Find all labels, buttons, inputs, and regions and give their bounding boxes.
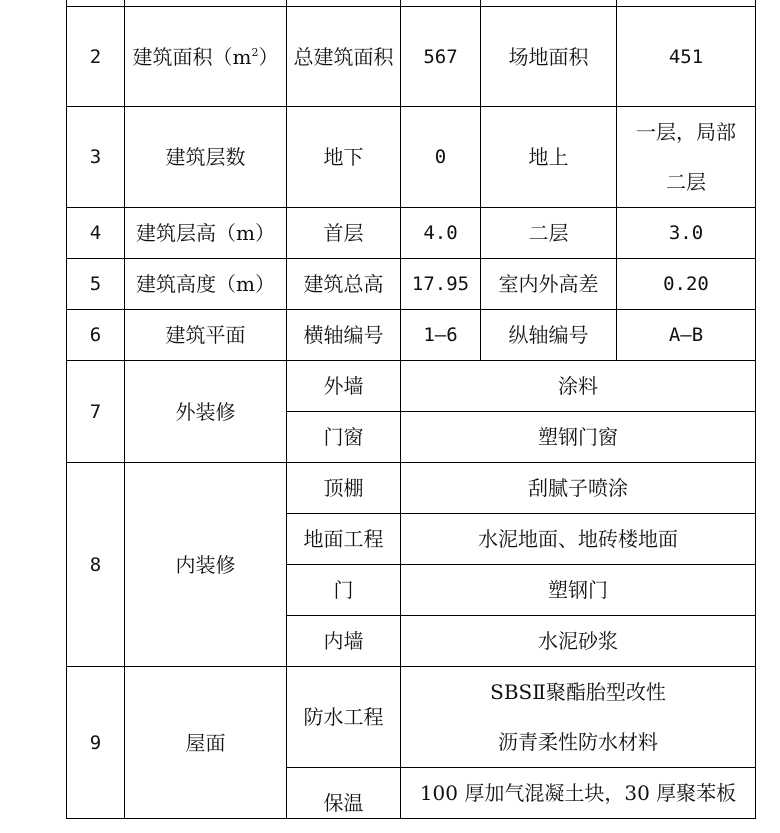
key-cell: 门 (287, 565, 401, 616)
key-cell: 室内外高差 (481, 259, 617, 310)
label-superscript: 2 (251, 45, 259, 59)
table-row-building-plan (67, 310, 756, 361)
row-number: 8 (67, 463, 125, 667)
row-label: 内装修 (125, 463, 287, 667)
row-label: 建筑平面 (125, 310, 287, 361)
row-label: 建筑层数 (125, 107, 287, 208)
value-cell: 567 (401, 7, 481, 107)
value-cell: 水泥地面、地砖楼地面 (401, 514, 756, 565)
value-cell: 塑钢门窗 (401, 412, 756, 463)
value-cell: 17.95 (401, 259, 481, 310)
row-number: 9 (67, 667, 125, 819)
row-number: 7 (67, 361, 125, 463)
value-cell: 水泥砂浆 (401, 616, 756, 667)
row-label: 建筑高度（m） (125, 259, 287, 310)
row-number: 6 (67, 310, 125, 361)
table-row-building-height (67, 259, 756, 310)
key-cell: 场地面积 (481, 7, 617, 107)
key-cell: 防水工程 (287, 667, 401, 768)
key-cell: 地上 (481, 107, 617, 208)
row-number: 4 (67, 208, 125, 259)
table-row-interior-finish (67, 463, 756, 514)
value-cell: 1—6 (401, 310, 481, 361)
key-text: 保温 (323, 791, 364, 815)
row-label: 外装修 (125, 361, 287, 463)
key-cell (287, 768, 401, 819)
row-number: 5 (67, 259, 125, 310)
value-cell: A—B (617, 310, 756, 361)
key-cell: 内墙 (287, 616, 401, 667)
value-cell: 涂料 (401, 361, 756, 412)
value-cell: 一层，局部二层 (617, 107, 756, 208)
table-row-floors (67, 107, 756, 208)
row-number: 3 (67, 107, 125, 208)
key-cell: 顶棚 (287, 463, 401, 514)
value-cell: 0.20 (617, 259, 756, 310)
table-row-floor-height (67, 208, 756, 259)
value-cell: 刮腻子喷涂 (401, 463, 756, 514)
value-line: SBSⅡ聚酯胎型改性 (490, 680, 666, 704)
row-label (125, 7, 287, 107)
value-cell (401, 667, 756, 768)
key-cell: 地下 (287, 107, 401, 208)
key-cell: 二层 (481, 208, 617, 259)
row-label: 屋面 (125, 667, 287, 819)
table-row-building-area (67, 7, 756, 107)
value-cell: 0 (401, 107, 481, 208)
table-row-exterior-finish (67, 361, 756, 412)
value-line: 沥青柔性防水材料 (498, 730, 658, 754)
building-info-table (66, 0, 756, 819)
row-number: 2 (67, 7, 125, 107)
label-close: ） (258, 44, 279, 69)
value-cell: 4.0 (401, 208, 481, 259)
key-cell: 总建筑面积 (287, 7, 401, 107)
key-cell: 外墙 (287, 361, 401, 412)
label-text: 建筑面积（m (132, 44, 252, 69)
key-cell: 纵轴编号 (481, 310, 617, 361)
value-cell: 451 (617, 7, 756, 107)
key-cell: 地面工程 (287, 514, 401, 565)
key-cell: 门窗 (287, 412, 401, 463)
row-label: 建筑层高（m） (125, 208, 287, 259)
value-cell: 3.0 (617, 208, 756, 259)
value-cell: 塑钢门 (401, 565, 756, 616)
key-cell: 横轴编号 (287, 310, 401, 361)
key-cell: 首层 (287, 208, 401, 259)
value-cell: 100 厚加气混凝土块，30 厚聚苯板 (401, 768, 756, 819)
table-row-roof (67, 667, 756, 768)
key-cell: 建筑总高 (287, 259, 401, 310)
